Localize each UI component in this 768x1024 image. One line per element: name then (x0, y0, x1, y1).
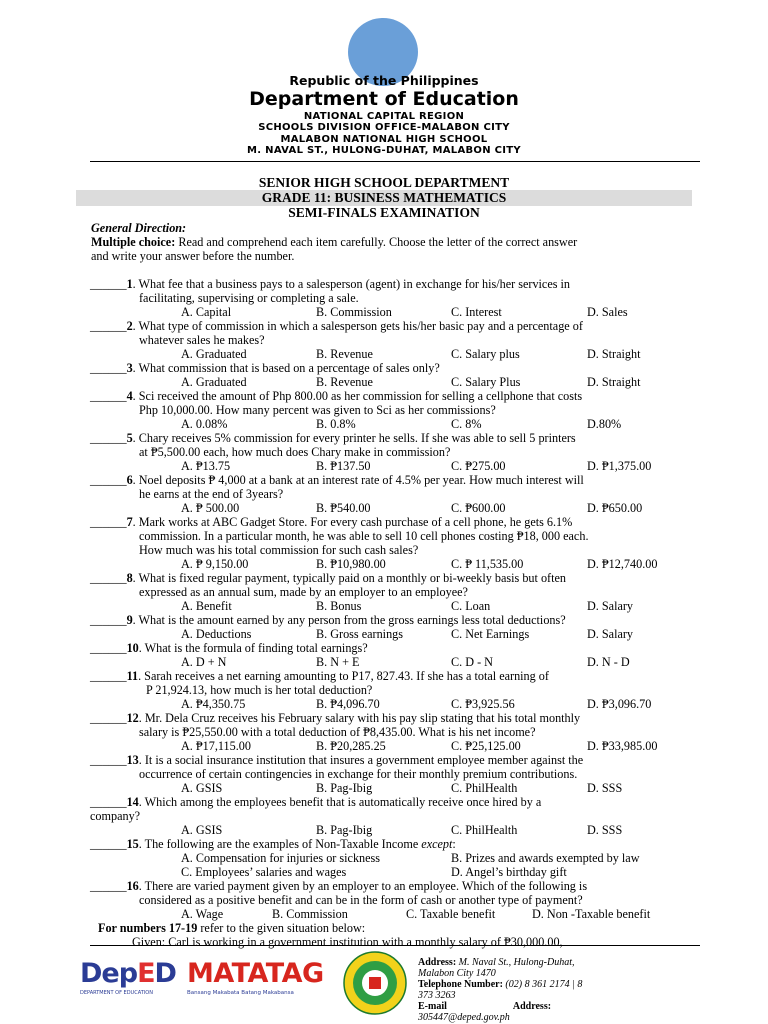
answer-blank[interactable]: ______ (90, 361, 127, 375)
question-text: . Sarah receives a net earning amounting to P17, 827.43. If she has a total earning of (138, 669, 549, 683)
directions-line-1 (91, 235, 577, 249)
question-number: 10 (126, 641, 139, 655)
question-text-continued: salary is ₱25,550.00 with a total deduction of ₱8,435.00. What is his net income? (139, 725, 536, 739)
directions-mc-label: Multiple choice: (91, 235, 176, 249)
choice-d: D. Sales (587, 305, 628, 319)
deped-logo-a: Dep (80, 958, 138, 989)
header-address: M. NAVAL ST., HULONG-DUHAT, MALABON CITY (247, 145, 521, 156)
deped-logo-subtitle: DEPARTMENT OF EDUCATION (80, 990, 153, 996)
phone-value: (02) 8 361 2174 | 8 373 3263 (418, 979, 583, 1001)
question-15 (90, 837, 456, 851)
question-number: 11 (126, 669, 139, 683)
question-number: 2 (126, 319, 133, 333)
question-text: . What type of commission in which a salesperson gets his/her basic pay and a percentage of (132, 319, 583, 333)
question-text: . What is the amount earned by any person from the gross earnings less total deductions? (132, 613, 566, 627)
choice-c: C. Salary Plus (451, 375, 521, 389)
question-text: . The following are the examples of Non-Taxable Income (138, 837, 422, 851)
answer-blank[interactable]: ______ (90, 753, 127, 767)
given-text: Given: Carl is working in a government institution with a monthly salary of ₱30,000.00, (132, 935, 563, 949)
choice-b: B. ₱20,285.25 (316, 739, 386, 753)
question-text: . Which among the employees benefit that is automatically receive once hired by a (138, 795, 542, 809)
question-text: . Noel deposits ₱ 4,000 at a bank at an interest rate of 4.5% per year. How much interest will (132, 473, 584, 487)
deped-logo-e: E (137, 958, 155, 989)
matatag-logo-subtitle: Bansang Makabata Batang Makabansa (187, 990, 294, 996)
school-seal-icon (343, 951, 407, 1015)
choice-c: C. ₱25,125.00 (451, 739, 521, 753)
question-number: 13 (126, 753, 139, 767)
choice-d: D. ₱33,985.00 (587, 739, 658, 753)
answer-blank[interactable]: ______ (90, 473, 127, 487)
title-subject (0, 190, 768, 206)
question-5 (90, 431, 576, 445)
question-number: 4 (126, 389, 133, 403)
choice-b: B. Pag-Ibig (316, 781, 373, 795)
question-number: 6 (126, 473, 133, 487)
question-6 (90, 473, 584, 487)
question-text-continued: he earns at the end of 3years? (139, 487, 284, 501)
question-text-continued: How much was his total commission for such cash sales? (139, 543, 419, 557)
question-number: 14 (126, 795, 139, 809)
answer-blank[interactable]: ______ (90, 879, 127, 893)
choice-a: A. Wage (181, 907, 224, 921)
choice-c: C. 8% (451, 417, 482, 431)
title-subject-text: GRADE 11: BUSINESS MATHEMATICS (76, 190, 692, 206)
choice-c: C. Net Earnings (451, 627, 530, 641)
numbers-note-label: For numbers 17-19 (98, 921, 198, 935)
choice-b: B. ₱10,980.00 (316, 557, 386, 571)
numbers-note (98, 921, 365, 935)
contact-block (418, 957, 583, 1023)
choice-a: A. Capital (181, 305, 232, 319)
choice-d: D. Straight (587, 347, 641, 361)
choice-c: C. Taxable benefit (406, 907, 496, 921)
question-number: 7 (126, 515, 133, 529)
answer-blank[interactable]: ______ (90, 319, 127, 333)
question-text: . It is a social insurance institution that insures a government employee member against the (138, 753, 584, 767)
question-text: . What fee that a business pays to a salesperson (agent) in exchange for his/her services in (132, 277, 571, 291)
numbers-note-text: refer to the given situation below: (197, 921, 366, 935)
question-number: 9 (126, 613, 133, 627)
question-text-continued: Php 10,000.00. How many percent was given to Sci as her commissions? (139, 403, 496, 417)
email-value: 305447@deped.gov.ph (418, 1012, 510, 1023)
directions-line-2: and write your answer before the number. (91, 249, 295, 263)
question-text-continued: at ₱5,500.00 each, how much does Chary make in commission? (139, 445, 451, 459)
question-text-continued: occurrence of certain contingencies in exchange for their monthly premium contributions. (139, 767, 578, 781)
choice-a: A. Graduated (181, 375, 247, 389)
question-text: . Mr. Dela Cruz receives his February salary with his pay slip stating that his total monthly (138, 711, 581, 725)
choice-d: D. N - D (587, 655, 630, 669)
question-text-end: : (452, 837, 456, 851)
question-text-continued: commission. In a particular month, he was able to sell 10 cell phones costing ₱18, 000 each. (139, 529, 589, 543)
header-school: MALABON NATIONAL HIGH SCHOOL (280, 134, 488, 145)
question-text: . What is the formula of finding total earnings? (138, 641, 368, 655)
choice-a: A. ₱ 500.00 (181, 501, 240, 515)
answer-blank[interactable]: ______ (90, 571, 127, 585)
choice-d: D. Straight (587, 375, 641, 389)
question-3 (90, 361, 440, 375)
question-number: 12 (126, 711, 139, 725)
choice-d: D. ₱650.00 (587, 501, 643, 515)
answer-blank[interactable]: ______ (90, 711, 127, 725)
answer-blank[interactable]: ______ (90, 795, 127, 809)
header-region: NATIONAL CAPITAL REGION (303, 111, 465, 122)
question-16 (90, 879, 587, 893)
choice-b: B. ₱4,096.70 (316, 697, 380, 711)
choice-d: D. ₱3,096.70 (587, 697, 652, 711)
address-label: Address: (418, 957, 457, 968)
choice-c: C. PhilHealth (451, 823, 518, 837)
answer-blank[interactable]: ______ (90, 641, 127, 655)
choice-a: A. Graduated (181, 347, 247, 361)
question-text-continued: P 21,924.13, how much is her total deduction? (146, 683, 373, 697)
directions-heading: General Direction: (91, 221, 187, 235)
choice-a: A. ₱17,115.00 (181, 739, 251, 753)
choice-a: A. ₱13.75 (181, 459, 231, 473)
choice-c: C. Employees’ salaries and wages (181, 865, 347, 879)
deped-logo (80, 958, 176, 989)
question-text-continued: facilitating, supervising or completing a sale. (139, 291, 359, 305)
answer-blank[interactable]: ______ (90, 613, 127, 627)
question-14 (90, 795, 541, 809)
choice-d: D. Non -Taxable benefit (532, 907, 651, 921)
question-13 (90, 753, 583, 767)
choice-c: C. PhilHealth (451, 781, 518, 795)
question-1 (90, 277, 570, 291)
choice-c: C. Interest (451, 305, 502, 319)
question-text: . Chary receives 5% commission for every printer he sells. If she was able to sell 5 printers (132, 431, 576, 445)
answer-blank[interactable]: ______ (90, 389, 127, 403)
question-11 (90, 669, 549, 683)
choice-a: A. GSIS (181, 823, 223, 837)
answer-blank[interactable]: ______ (90, 669, 127, 683)
choice-b: B. Revenue (316, 375, 373, 389)
choice-d: D. SSS (587, 823, 623, 837)
choice-c: C. Loan (451, 599, 491, 613)
choice-a: A. ₱4,350.75 (181, 697, 246, 711)
choice-b: B. Commission (316, 305, 392, 319)
choice-c: C. ₱3,925.56 (451, 697, 515, 711)
header-division: SCHOOLS DIVISION OFFICE-MALABON CITY (258, 122, 510, 133)
email-label: E-mail (418, 1001, 447, 1012)
title-exam: SEMI-FINALS EXAMINATION (288, 205, 480, 220)
question-text: . Sci received the amount of Php 800.00 as her commission for selling a cellphone that costs (132, 389, 583, 403)
answer-blank[interactable]: ______ (90, 431, 127, 445)
question-text: . There are varied payment given by an employer to an employee. Which of the following is (138, 879, 588, 893)
choice-d: D. SSS (587, 781, 623, 795)
choice-c: C. Salary plus (451, 347, 520, 361)
question-number: 8 (126, 571, 133, 585)
choice-b: B. ₱540.00 (316, 501, 371, 515)
question-text: . What commission that is based on a percentage of sales only? (132, 361, 440, 375)
question-4 (90, 389, 582, 403)
choice-b: B. Bonus (316, 599, 362, 613)
deped-logo-b: D (154, 958, 176, 989)
question-2 (90, 319, 583, 333)
question-number: 3 (126, 361, 133, 375)
choice-d: D. Salary (587, 627, 634, 641)
choice-a: A. 0.08% (181, 417, 228, 431)
choice-b: B. Revenue (316, 347, 373, 361)
choice-b: B. N + E (316, 655, 360, 669)
question-text-continued: expressed as an annual sum, made by an employer to an employee? (139, 585, 468, 599)
answer-blank[interactable]: ______ (90, 277, 127, 291)
choice-a: A. Deductions (181, 627, 252, 641)
choice-c: C. ₱600.00 (451, 501, 506, 515)
choice-d: D. Salary (587, 599, 634, 613)
choice-c: C. ₱ 11,535.00 (451, 557, 524, 571)
choice-d: D. ₱1,375.00 (587, 459, 652, 473)
question-7 (90, 515, 572, 529)
footer-divider (90, 945, 700, 946)
title-department: SENIOR HIGH SCHOOL DEPARTMENT (258, 175, 510, 190)
header-divider (90, 161, 700, 162)
choice-d: D. ₱12,740.00 (587, 557, 658, 571)
choice-b: B. Gross earnings (316, 627, 403, 641)
phone-label: Telephone Number: (418, 979, 503, 990)
directions-mc-text-1: Read and comprehend each item carefully. Choose the letter of the correct answer (175, 235, 578, 249)
choice-a: A. ₱ 9,150.00 (181, 557, 249, 571)
question-number: 15 (126, 837, 139, 851)
choice-b: B. Pag-Ibig (316, 823, 373, 837)
question-10 (90, 641, 368, 655)
choice-a: A. Benefit (181, 599, 232, 613)
question-9 (90, 613, 566, 627)
question-text-emphasis: except (421, 837, 453, 851)
answer-blank[interactable]: ______ (90, 515, 127, 529)
question-text: . Mark works at ABC Gadget Store. For every cash purchase of a cell phone, he gets 6.1% (132, 515, 573, 529)
choice-a: A. Compensation for injuries or sickness (181, 851, 381, 865)
choice-a: A. D + N (181, 655, 227, 669)
answer-blank[interactable]: ______ (90, 837, 127, 851)
choice-b: B. Prizes and awards exempted by law (451, 851, 640, 865)
email-label-2: Address: (512, 1001, 552, 1012)
question-text-continued: whatever sales he makes? (139, 333, 265, 347)
question-12 (90, 711, 580, 725)
matatag-logo: MATATAG (187, 958, 324, 989)
question-number: 16 (126, 879, 139, 893)
choice-d: D.80% (587, 417, 622, 431)
question-text: . What is fixed regular payment, typically paid on a monthly or bi-weekly basis but often (132, 571, 566, 585)
choice-b: B. Commission (272, 907, 348, 921)
question-text-continued: considered as a positive benefit and can be in the form of cash or another type of payment? (139, 893, 583, 907)
choice-c: C. ₱275.00 (451, 459, 506, 473)
choice-d: D. Angel’s birthday gift (451, 865, 567, 879)
question-number: 5 (126, 431, 133, 445)
choice-c: C. D - N (451, 655, 493, 669)
question-8 (90, 571, 566, 585)
choice-b: B. 0.8% (316, 417, 356, 431)
header-department: Department of Education (249, 88, 519, 110)
question-text-continued: company? (90, 809, 141, 823)
header-republic: Republic of the Philippines (289, 73, 479, 88)
question-number: 1 (126, 277, 133, 291)
choice-a: A. GSIS (181, 781, 223, 795)
choice-b: B. ₱137.50 (316, 459, 371, 473)
address-value: M. Naval St., Hulong-Duhat, Malabon City 1470 (418, 957, 575, 979)
